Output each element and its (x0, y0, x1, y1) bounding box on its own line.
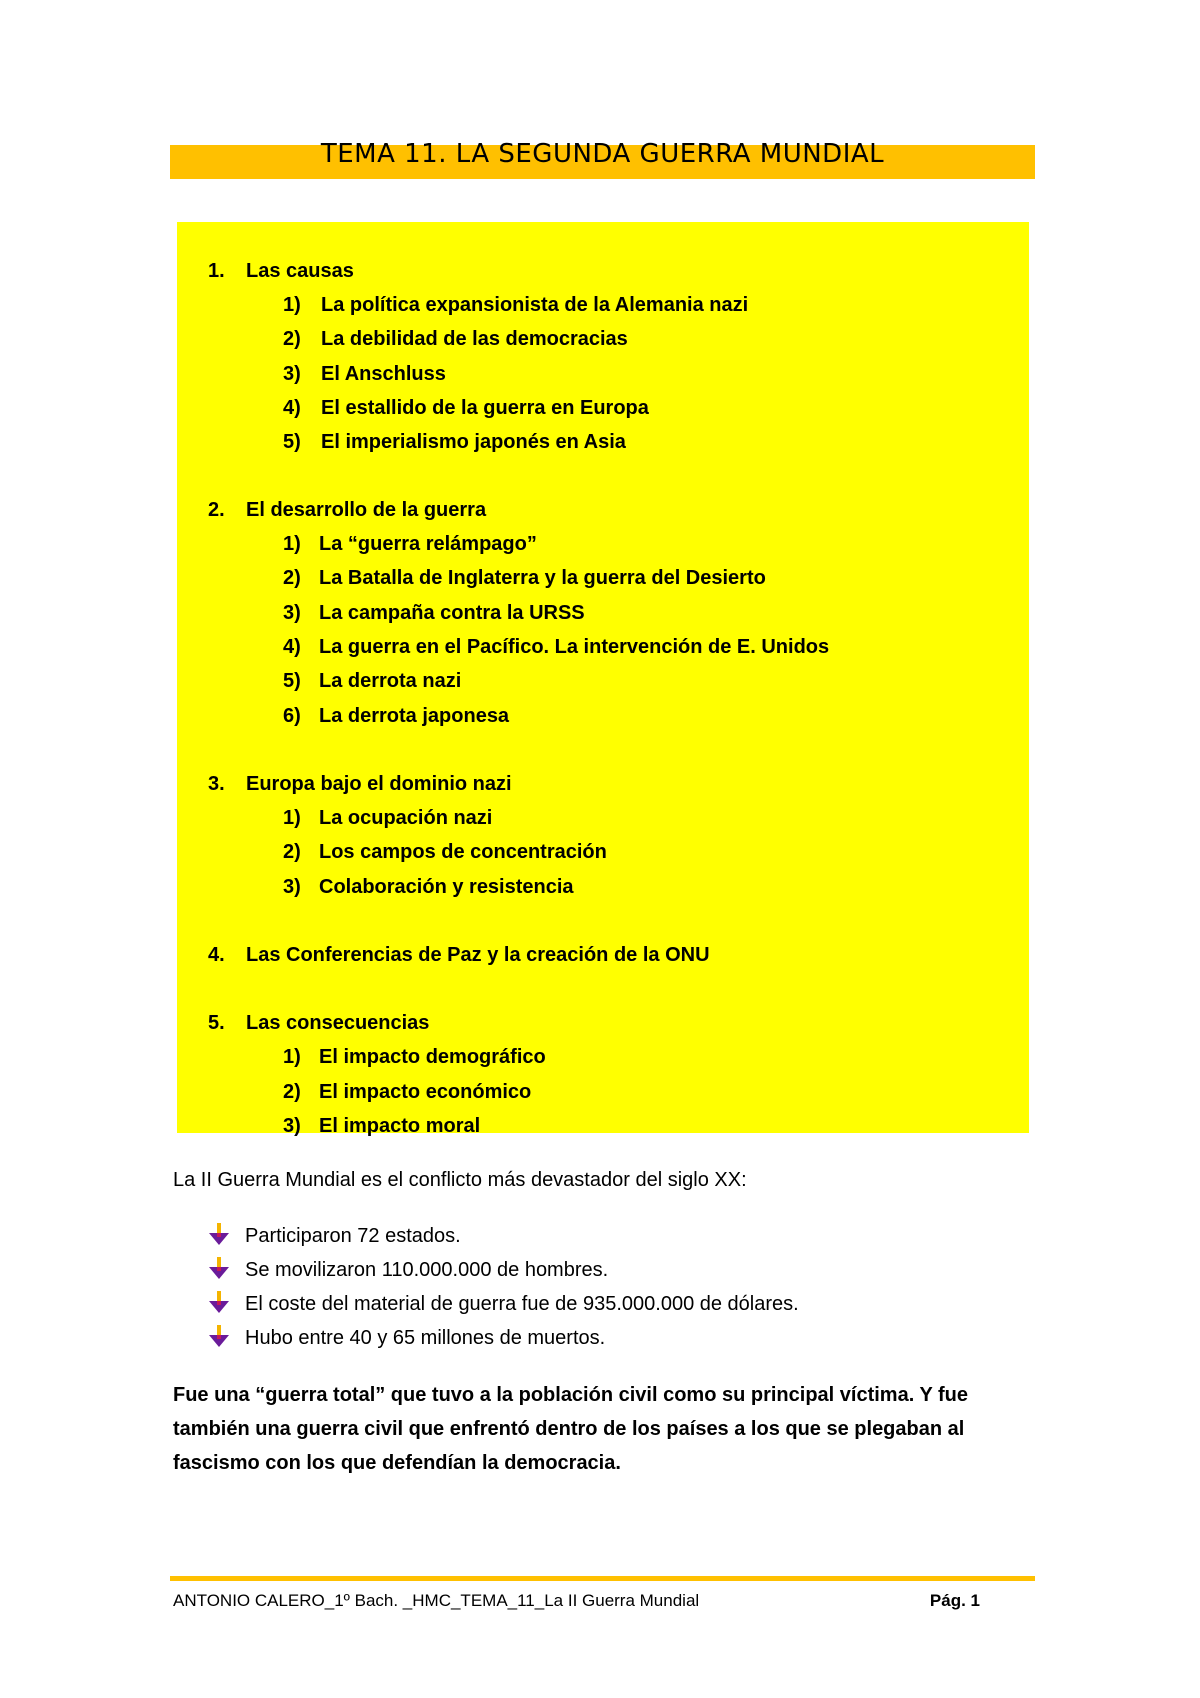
intro-text: La II Guerra Mundial es el conflicto más devastador del siglo XX: (173, 1169, 747, 1191)
toc-item: 3) El Anschluss (283, 363, 446, 385)
toc-item: 5) La derrota nazi (283, 670, 462, 692)
footer-rule (170, 1576, 1035, 1581)
paragraph-line: también una guerra civil que enfrentó dentro de los países a los que se plegaban al (173, 1418, 965, 1440)
toc-section-2: 2. El desarrollo de la guerra (208, 499, 487, 521)
page-number: Pág. 1 (929, 1591, 980, 1610)
toc-section-4: 4. Las Conferencias de Paz y la creación de la ONU (208, 944, 710, 966)
toc-section-3: 3. Europa bajo el dominio nazi (208, 773, 512, 795)
toc-item: 2) Los campos de concentración (283, 841, 607, 863)
bullet-item: El coste del material de guerra fue de 935.000.000 de dólares. (245, 1293, 799, 1315)
arrow-down-bullet-icon (208, 1256, 230, 1280)
toc-item: 1) La “guerra relámpago” (283, 533, 537, 555)
toc-item: 1) El impacto demográfico (283, 1046, 546, 1068)
toc-item: 2) El impacto económico (283, 1081, 532, 1103)
toc-item: 1) La ocupación nazi (283, 807, 493, 829)
arrow-down-bullet-icon (208, 1222, 230, 1246)
toc-item: 4) El estallido de la guerra en Europa (283, 397, 649, 419)
toc-item: 2) La debilidad de las democracias (283, 328, 628, 350)
toc-item: 5) El imperialismo japonés en Asia (283, 431, 626, 453)
toc-section-5: 5. Las consecuencias (208, 1012, 430, 1034)
bullet-item: Se movilizaron 110.000.000 de hombres. (245, 1259, 609, 1281)
toc-item: 4) La guerra en el Pacífico. La intervención de E. Unidos (283, 636, 830, 658)
toc-item: 3) Colaboración y resistencia (283, 876, 574, 898)
arrow-down-bullet-icon (208, 1290, 230, 1314)
footer-author: ANTONIO CALERO_1º Bach. _HMC_TEMA_11_La II Guerra Mundial (173, 1591, 700, 1610)
paragraph-line: fascismo con los que defendían la democracia. (173, 1452, 621, 1474)
paragraph-line: Fue una “guerra total” que tuvo a la población civil como su principal víctima. Y fue (173, 1384, 968, 1406)
toc-section-1: 1. Las causas (208, 260, 354, 282)
toc-item: 6) La derrota japonesa (283, 705, 510, 727)
arrow-down-bullet-icon (208, 1324, 230, 1348)
bullet-item: Hubo entre 40 y 65 millones de muertos. (245, 1327, 606, 1349)
toc-item: 3) El impacto moral (283, 1115, 481, 1137)
toc-item: 3) La campaña contra la URSS (283, 602, 585, 624)
bullet-item: Participaron 72 estados. (245, 1225, 461, 1247)
page-title: TEMA 11. LA SEGUNDA GUERRA MUNDIAL (320, 139, 885, 169)
toc-item: 2) La Batalla de Inglaterra y la guerra del Desierto (283, 567, 766, 589)
toc-item: 1) La política expansionista de la Alemania nazi (283, 294, 749, 316)
